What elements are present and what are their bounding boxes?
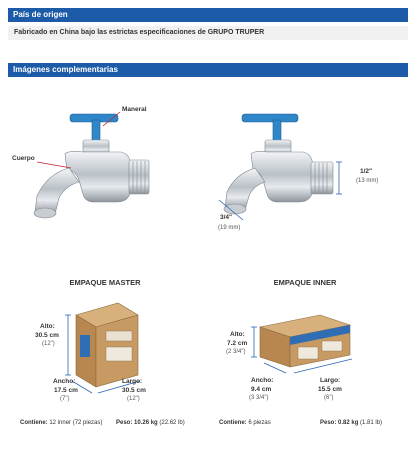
dim-three-quarter: 3/4" bbox=[220, 214, 233, 221]
master-peso-label: Peso: bbox=[116, 420, 133, 426]
inner-largo-sub: (6") bbox=[324, 395, 334, 401]
master-peso bbox=[116, 420, 185, 426]
master-ancho-sub: (7") bbox=[60, 396, 70, 402]
master-alto-sub: (12") bbox=[42, 341, 55, 347]
master-alto-label: Alto: bbox=[40, 323, 55, 330]
complementary-header: Imágenes complementarias bbox=[8, 63, 408, 77]
inner-contiene-value: 6 piezas bbox=[248, 420, 271, 426]
origin-text: Fabricado en China bajo las estrictas especificaciones de GRUPO TRUPER bbox=[8, 26, 408, 40]
inner-ancho-label: Ancho: bbox=[251, 377, 274, 384]
inner-peso-sub: (1.81 lb) bbox=[360, 420, 383, 426]
inner-ancho-value: 9.4 cm bbox=[251, 386, 272, 393]
master-ancho-value: 17.5 cm bbox=[54, 387, 78, 394]
inner-peso-label: Peso: bbox=[320, 420, 337, 426]
dim-three-quarter-mm: (19 mm) bbox=[218, 225, 241, 231]
label-maneral: Maneral bbox=[122, 106, 147, 113]
master-largo-label: Largo: bbox=[122, 378, 143, 385]
inner-peso-value: 0.82 kg bbox=[338, 420, 359, 426]
master-peso-value: 10.26 kg bbox=[134, 420, 158, 426]
master-ancho-label: Ancho: bbox=[53, 378, 76, 385]
master-largo-value: 30.5 cm bbox=[122, 387, 146, 394]
inner-contiene bbox=[219, 420, 271, 426]
inner-alto-value: 7.2 cm bbox=[227, 340, 248, 347]
faucet-right-illustration bbox=[215, 90, 365, 240]
inner-contiene-label: Contiene: bbox=[219, 420, 247, 426]
master-alto-value: 30.5 cm bbox=[35, 332, 59, 339]
inner-largo-value: 15.5 cm bbox=[318, 386, 342, 393]
label-cuerpo: Cuerpo bbox=[12, 155, 35, 162]
master-title: EMPAQUE MASTER bbox=[69, 278, 141, 287]
inner-title: EMPAQUE INNER bbox=[273, 278, 337, 287]
master-contiene bbox=[20, 420, 102, 426]
dim-half-inch-mm: (13 mm) bbox=[356, 178, 379, 184]
inner-peso bbox=[320, 420, 382, 426]
master-contiene-label: Contiene: bbox=[20, 420, 48, 426]
inner-alto-label: Alto: bbox=[230, 331, 245, 338]
master-peso-sub: (22.62 lb) bbox=[159, 420, 185, 426]
master-contiene-value: 12 inner (72 piezas) bbox=[49, 420, 103, 426]
master-largo-sub: (12") bbox=[127, 396, 140, 402]
origin-header: País de origen bbox=[8, 8, 408, 22]
faucet-left-illustration bbox=[25, 90, 185, 240]
inner-largo-label: Largo: bbox=[320, 377, 341, 384]
inner-alto-sub: (2 3/4") bbox=[226, 349, 246, 355]
inner-ancho-sub: (3 3/4") bbox=[249, 395, 269, 401]
dim-half-inch: 1/2" bbox=[360, 168, 373, 175]
